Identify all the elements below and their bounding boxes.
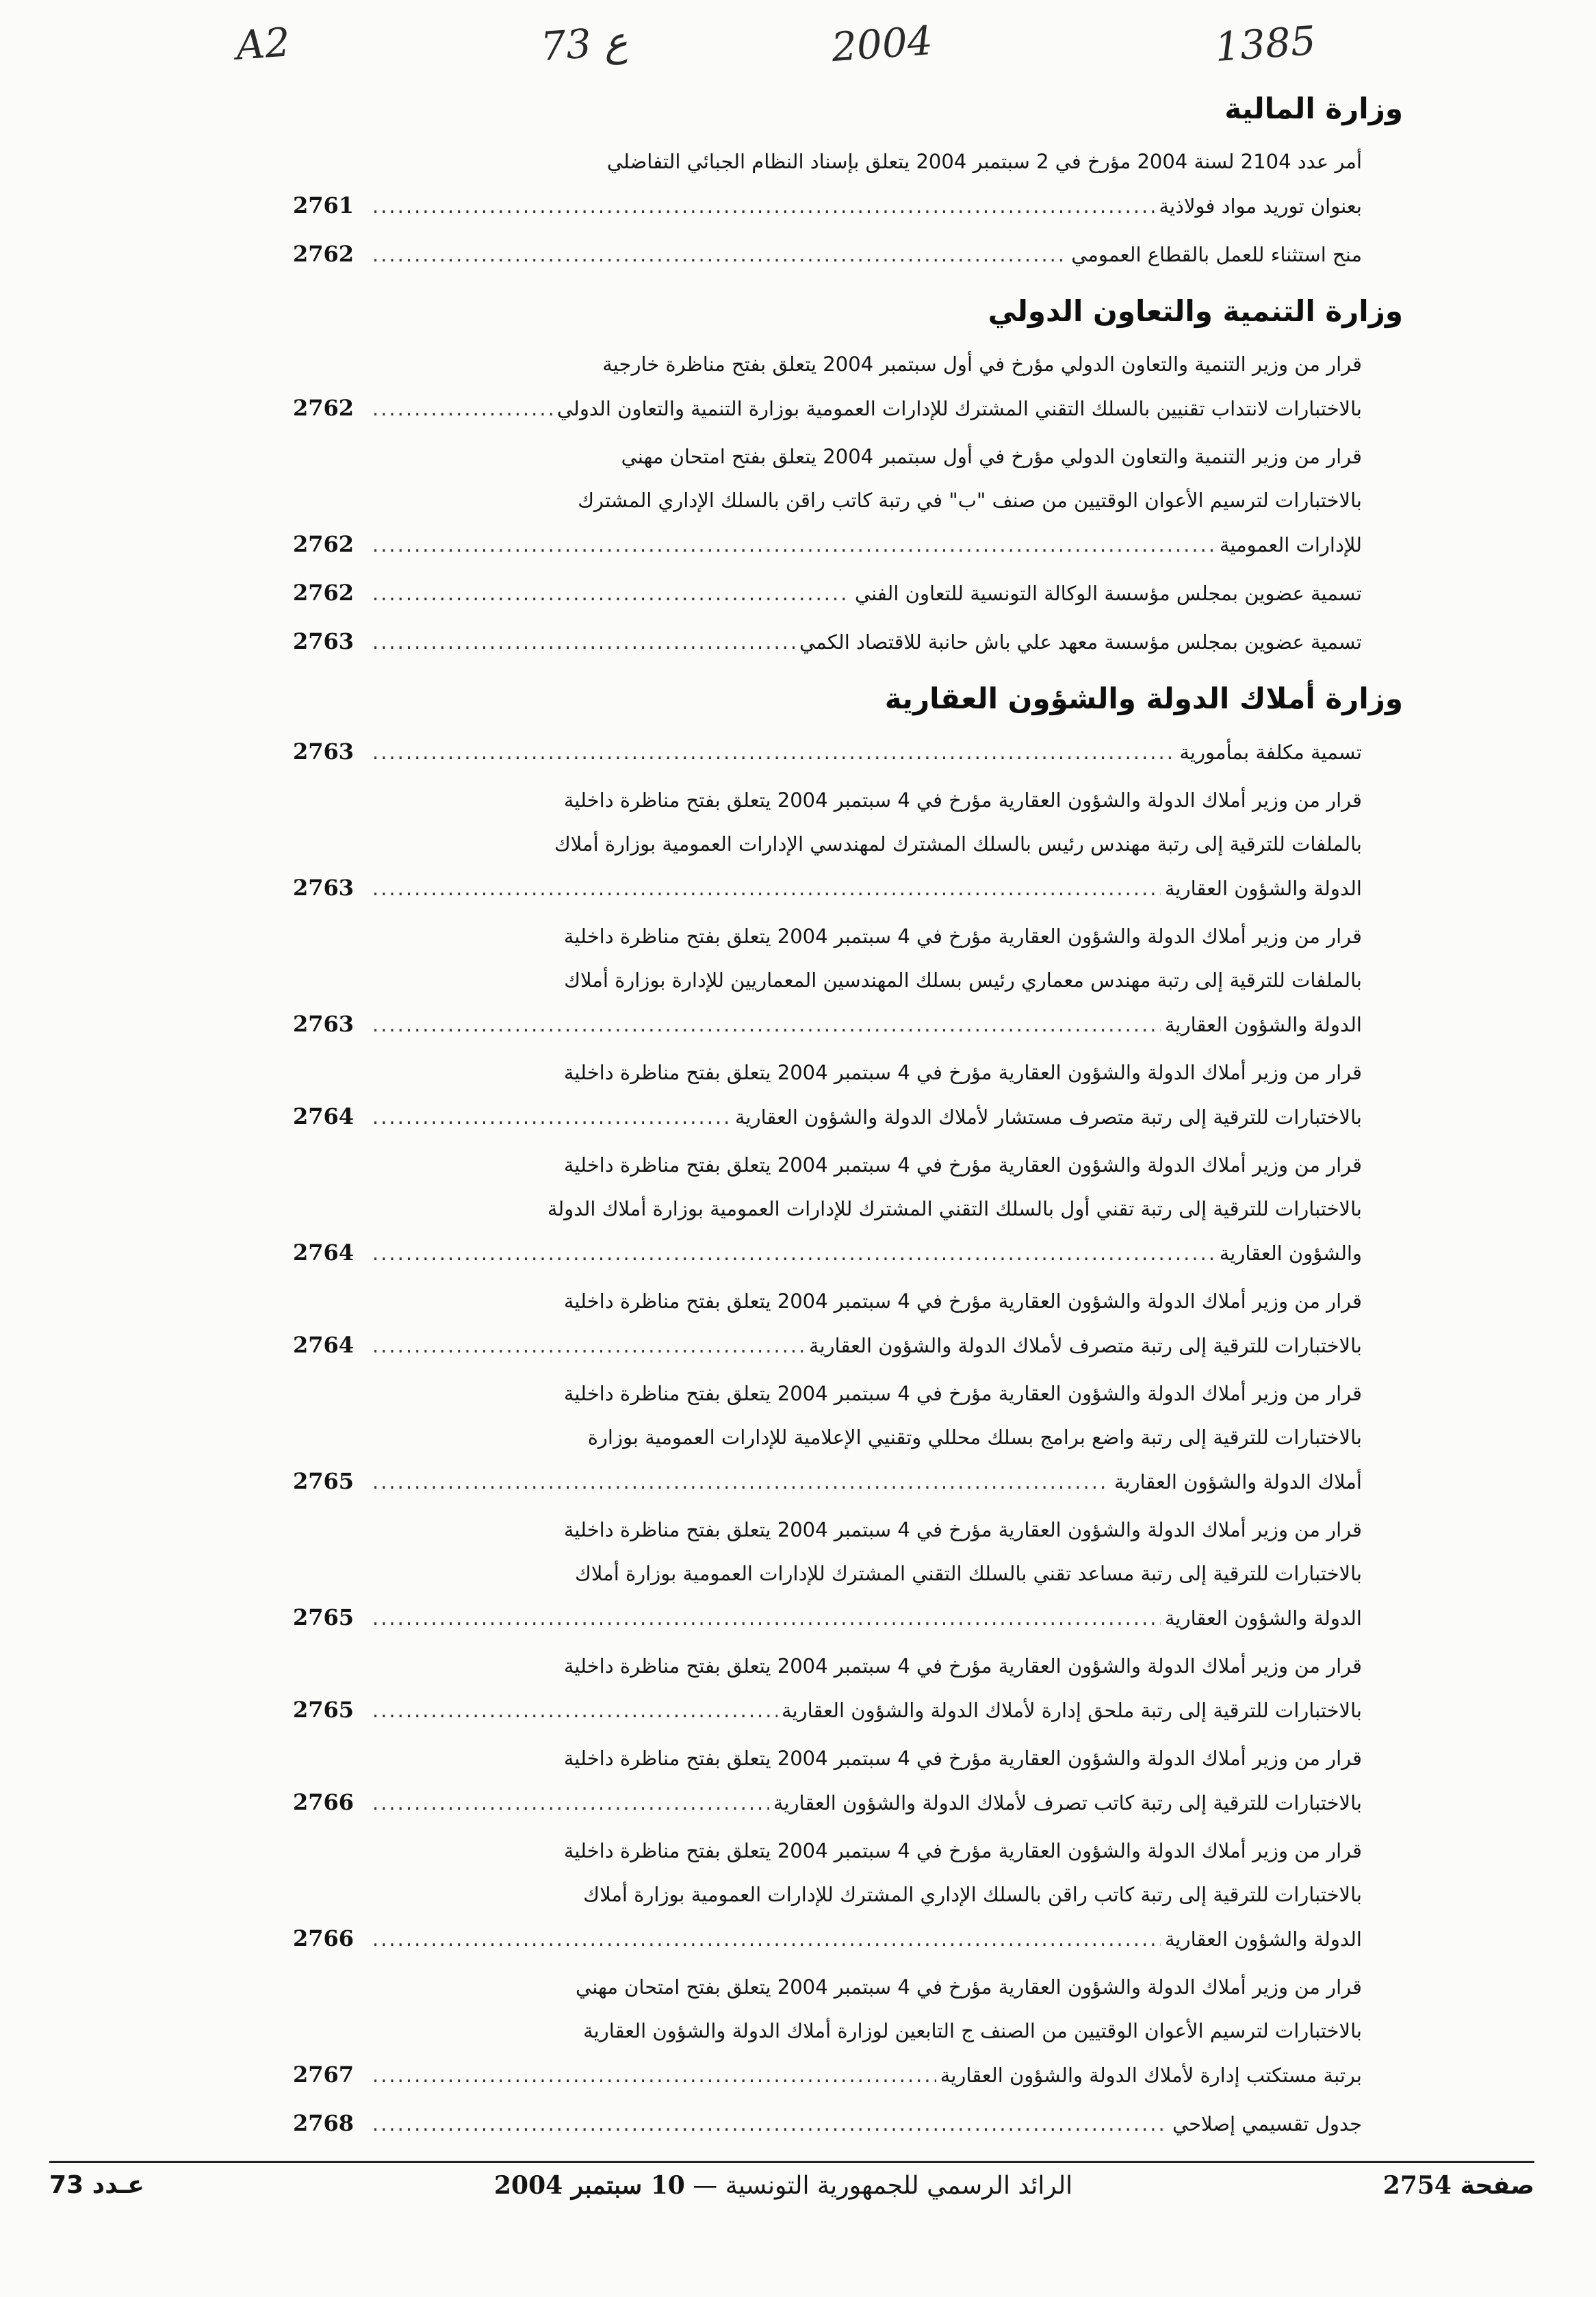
entry-last-line [294, 183, 1362, 228]
entry-text-line: منح استثناء للعمل بالقطاع العمومي [1071, 243, 1362, 266]
entry-text-line: الدولة والشؤون العقارية [1164, 1927, 1362, 1951]
entry-page-number: 2763 [293, 739, 355, 765]
entry-page-number: 2765 [293, 1697, 355, 1723]
entry-page-number: 2767 [293, 2062, 355, 2088]
dot-leader [372, 1781, 769, 1825]
entry-page-number: 2768 [293, 2110, 355, 2136]
ministry-heading: وزارة أملاك الدولة والشؤون العقارية [884, 682, 1403, 715]
footer-page-number: 2754 [1382, 2171, 1452, 2200]
entry-text-line: بعنوان توريد مواد فولاذية [1159, 194, 1362, 218]
entry-last-line [294, 522, 1362, 567]
entry-last-line [294, 386, 1362, 431]
entry-last-line [294, 2053, 1362, 2097]
entry-text-line: للإدارات العمومية [1219, 533, 1362, 556]
entry-page-number: 2763 [293, 1011, 355, 1037]
ministry-heading: وزارة المالية [1224, 92, 1403, 125]
entry-text-line: قرار من وزير أملاك الدولة والشؤون العقارية مؤرخ في 4 سبتمبر 2004 يتعلق بفتح مناظرة داخلية [563, 1289, 1362, 1313]
dot-leader [372, 572, 851, 615]
entry-text-line: تسمية مكلفة بمأمورية [1179, 741, 1362, 764]
dot-leader [372, 1917, 1161, 1961]
dot-leader [372, 1003, 1161, 1047]
entry-text-line: بالاختبارات للترقية إلى رتبة متصرف لأملاك الدولة والشؤون العقارية [809, 1334, 1362, 1357]
dot-leader [372, 730, 1175, 774]
entry-text-line: قرار من وزير أملاك الدولة والشؤون العقارية مؤرخ في 4 سبتمبر 2004 يتعلق بفتح مناظرة داخلية [563, 1061, 1362, 1084]
dot-leader [372, 387, 553, 431]
dot-leader [372, 1231, 1215, 1275]
toc-entry[interactable] [294, 619, 1362, 664]
entry-text-line: قرار من وزير التنمية والتعاون الدولي مؤرخ في أول سبتمبر 2004 يتعلق بفتح امتحان مهني [621, 445, 1362, 468]
entry-text-line: قرار من وزير أملاك الدولة والشؤون العقارية مؤرخ في 4 سبتمبر 2004 يتعلق بفتح مناظرة داخلية [563, 788, 1362, 812]
entry-page-number: 2761 [293, 192, 355, 218]
toc-entry[interactable] [294, 1644, 1362, 1732]
dot-leader [372, 867, 1161, 910]
entry-text-line: بالملفات للترقية إلى رتبة مهندس رئيس بالسلك المشترك لمهندسي الإدارات العمومية بوزارة أملاك [554, 832, 1362, 856]
entry-last-line [294, 730, 1362, 774]
ministry-heading: وزارة التنمية والتعاون الدولي [988, 294, 1403, 328]
page-footer [49, 2171, 1534, 2212]
toc-entry[interactable] [294, 2101, 1362, 2146]
entry-last-line [294, 1094, 1362, 1139]
entry-text-line: بالاختبارات لترسيم الأعوان الوقتيين من صنف "ب" في رتبة كاتب راقن بالسلك الإداري المشترك [578, 489, 1362, 512]
entry-text-line: والشؤون العقارية [1219, 1242, 1362, 1265]
entry-text-line: أمر عدد 2104 لسنة 2004 مؤرخ في 2 سبتمبر 2004 يتعلق بإسناد النظام الجبائي التفاضلي [606, 150, 1362, 173]
toc-entry[interactable] [294, 571, 1362, 615]
entry-text-line: الدولة والشؤون العقارية [1164, 877, 1362, 900]
toc-entry[interactable] [294, 1279, 1362, 1368]
entry-text-line: بالاختبارات للترقية إلى رتبة كاتب تصرف لأملاك الدولة والشؤون العقارية [773, 1791, 1362, 1814]
footer-publication [494, 2171, 1072, 2200]
entry-last-line [294, 1595, 1362, 1640]
entry-last-line [294, 571, 1362, 615]
entry-page-number: 2762 [293, 580, 355, 606]
footer-page-info [1383, 2171, 1534, 2200]
entry-page-number: 2764 [293, 1332, 355, 1358]
entry-text-line: قرار من وزير أملاك الدولة والشؤون العقارية مؤرخ في 4 سبتمبر 2004 يتعلق بفتح امتحان مهني [576, 1975, 1362, 1999]
entry-page-number: 2765 [293, 1468, 355, 1494]
entry-last-line [294, 1002, 1362, 1047]
toc-entry[interactable] [294, 1051, 1362, 1139]
dot-leader [372, 1689, 777, 1732]
entry-page-number: 2762 [293, 395, 355, 421]
footer-issue [49, 2171, 144, 2199]
footer-issue-number: 73 [49, 2171, 84, 2199]
entry-page-number: 2765 [293, 1604, 355, 1630]
dot-leader [372, 1596, 1161, 1640]
entry-text-line: بالاختبارات للترقية إلى رتبة واضع برامج بسلك محللي وتقنيي الإعلامية للإدارات العمومية بوزارة [587, 1426, 1362, 1449]
toc-entry[interactable] [294, 435, 1362, 567]
handwritten-note-1: A2 [234, 18, 292, 69]
entry-last-line [294, 2101, 1362, 2146]
entry-text-line: قرار من وزير أملاك الدولة والشؤون العقارية مؤرخ في 4 سبتمبر 2004 يتعلق بفتح مناظرة داخلية [563, 1839, 1362, 1862]
entry-text-line: قرار من وزير أملاك الدولة والشؤون العقارية مؤرخ في 4 سبتمبر 2004 يتعلق بفتح مناظرة داخلية [563, 1654, 1362, 1678]
entry-page-number: 2766 [293, 1789, 355, 1815]
entry-text-line: بالاختبارات للترقية إلى رتبة متصرف مستشار لأملاك الدولة والشؤون العقارية [734, 1105, 1362, 1129]
dot-leader [372, 620, 795, 664]
toc-entry[interactable] [294, 342, 1362, 431]
entry-text-line: تسمية عضوين بمجلس مؤسسة معهد علي باش حانبة للاقتصاد الكمي [799, 630, 1362, 654]
entry-text-line: قرار من وزير التنمية والتعاون الدولي مؤرخ في أول سبتمبر 2004 يتعلق بفتح مناظرة خارجية [602, 352, 1362, 376]
entry-text-line: قرار من وزير أملاك الدولة والشؤون العقارية مؤرخ في 4 سبتمبر 2004 يتعلق بفتح مناظرة داخلية [563, 925, 1362, 948]
entry-page-number: 2762 [293, 531, 355, 557]
entry-text-line: بالاختبارات للترقية إلى رتبة تقني أول بالسلك التقني المشترك للإدارات العمومية بوزارة أملاك الدولة [547, 1197, 1362, 1220]
entry-text-line: بالاختبارات للترقية إلى رتبة مساعد تقني بالسلك التقني المشترك للإدارات العمومية بوزارة أملاك [574, 1562, 1362, 1585]
toc-entry[interactable] [294, 914, 1362, 1047]
entry-text-line: بالملفات للترقية إلى رتبة مهندس معماري رئيس بسلك المهندسين المعماريين للإدارة بوزارة أملاك [564, 968, 1362, 992]
entry-last-line [294, 619, 1362, 664]
handwritten-note-4: 1385 [1213, 16, 1317, 71]
toc-entry[interactable] [294, 232, 1362, 277]
handwritten-note-3: 2004 [829, 16, 934, 71]
entry-text-line: الدولة والشؤون العقارية [1164, 1013, 1362, 1036]
entry-last-line [294, 1459, 1362, 1504]
toc-entry[interactable] [294, 140, 1362, 228]
entry-text-line: أملاك الدولة والشؤون العقارية [1114, 1470, 1362, 1493]
entry-page-number: 2763 [293, 875, 355, 901]
toc-entry[interactable] [294, 1829, 1362, 1961]
entry-last-line [294, 1231, 1362, 1275]
entry-text-line: قرار من وزير أملاك الدولة والشؤون العقارية مؤرخ في 4 سبتمبر 2004 يتعلق بفتح مناظرة داخلية [563, 1153, 1362, 1177]
footer-publication-title: الرائد الرسمي للجمهورية التونسية — [693, 2172, 1073, 2200]
entry-text-line: قرار من وزير أملاك الدولة والشؤون العقارية مؤرخ في 4 سبتمبر 2004 يتعلق بفتح مناظرة داخلية [563, 1382, 1362, 1405]
toc-entry[interactable] [294, 1143, 1362, 1275]
toc-entry[interactable] [294, 1372, 1362, 1504]
entry-text-line: بالاختبارات للترقية إلى رتبة كاتب راقن بالسلك الإداري المشترك للإدارات العمومية بوزارة أملاك [583, 1883, 1362, 1906]
entry-last-line [294, 866, 1362, 910]
entry-page-number: 2764 [293, 1103, 355, 1129]
toc-entry[interactable] [294, 1508, 1362, 1640]
entry-text-line: قرار من وزير أملاك الدولة والشؤون العقارية مؤرخ في 4 سبتمبر 2004 يتعلق بفتح مناظرة داخلية [563, 1518, 1362, 1541]
entry-text-line: قرار من وزير أملاك الدولة والشؤون العقارية مؤرخ في 4 سبتمبر 2004 يتعلق بفتح مناظرة داخلية [563, 1747, 1362, 1770]
footer-page-label: صفحة [1460, 2172, 1534, 2200]
entry-last-line [294, 1780, 1362, 1825]
dot-leader [372, 1460, 1110, 1504]
entry-page-number: 2762 [293, 241, 355, 267]
dot-leader [372, 1095, 731, 1139]
entry-text-line: تسمية عضوين بمجلس مؤسسة الوكالة التونسية للتعاون الفني [854, 582, 1362, 605]
dot-leader [372, 184, 1155, 228]
toc-entry[interactable] [294, 1736, 1362, 1825]
footer-date: 10 سبتمبر 2004 [494, 2171, 685, 2200]
dot-leader [372, 1324, 805, 1368]
footer-issue-label: عـدد [92, 2171, 144, 2199]
toc-entry[interactable] [294, 778, 1362, 910]
dot-leader [372, 233, 1067, 277]
entry-last-line [294, 1323, 1362, 1368]
entry-last-line [294, 1688, 1362, 1732]
entry-text-line: بالاختبارات للترقية إلى رتبة ملحق إدارة لأملاك الدولة والشؤون العقارية [782, 1699, 1362, 1722]
entry-page-number: 2764 [293, 1240, 355, 1266]
entry-text-line: الدولة والشؤون العقارية [1164, 1606, 1362, 1630]
toc-entry[interactable] [294, 1965, 1362, 2097]
dot-leader [372, 2053, 936, 2097]
table-of-contents [293, 82, 1403, 2150]
entry-text-line: جدول تقسيمي إصلاحي [1172, 2112, 1362, 2135]
entry-text-line: برتبة مستكتب إدارة لأملاك الدولة والشؤون العقارية [940, 2064, 1362, 2087]
entry-text-line: بالاختبارات لانتداب تقنيين بالسلك التقني المشترك للإدارات العمومية بوزارة التنمية والتعاون الدولي [556, 397, 1362, 420]
entry-page-number: 2763 [293, 628, 355, 654]
entry-page-number: 2766 [293, 1925, 355, 1951]
entry-text-line: بالاختبارات لترسيم الأعوان الوقتيين من الصنف ج التابعين لوزارة أملاك الدولة والشؤون العقارية [583, 2019, 1362, 2042]
handwritten-note-2: 73 ع [539, 17, 630, 70]
entry-last-line [294, 1916, 1362, 1961]
footer-divider [49, 2161, 1534, 2163]
toc-entry[interactable] [294, 730, 1362, 774]
dot-leader [372, 523, 1215, 567]
entry-last-line [294, 232, 1362, 277]
dot-leader [372, 2102, 1168, 2146]
